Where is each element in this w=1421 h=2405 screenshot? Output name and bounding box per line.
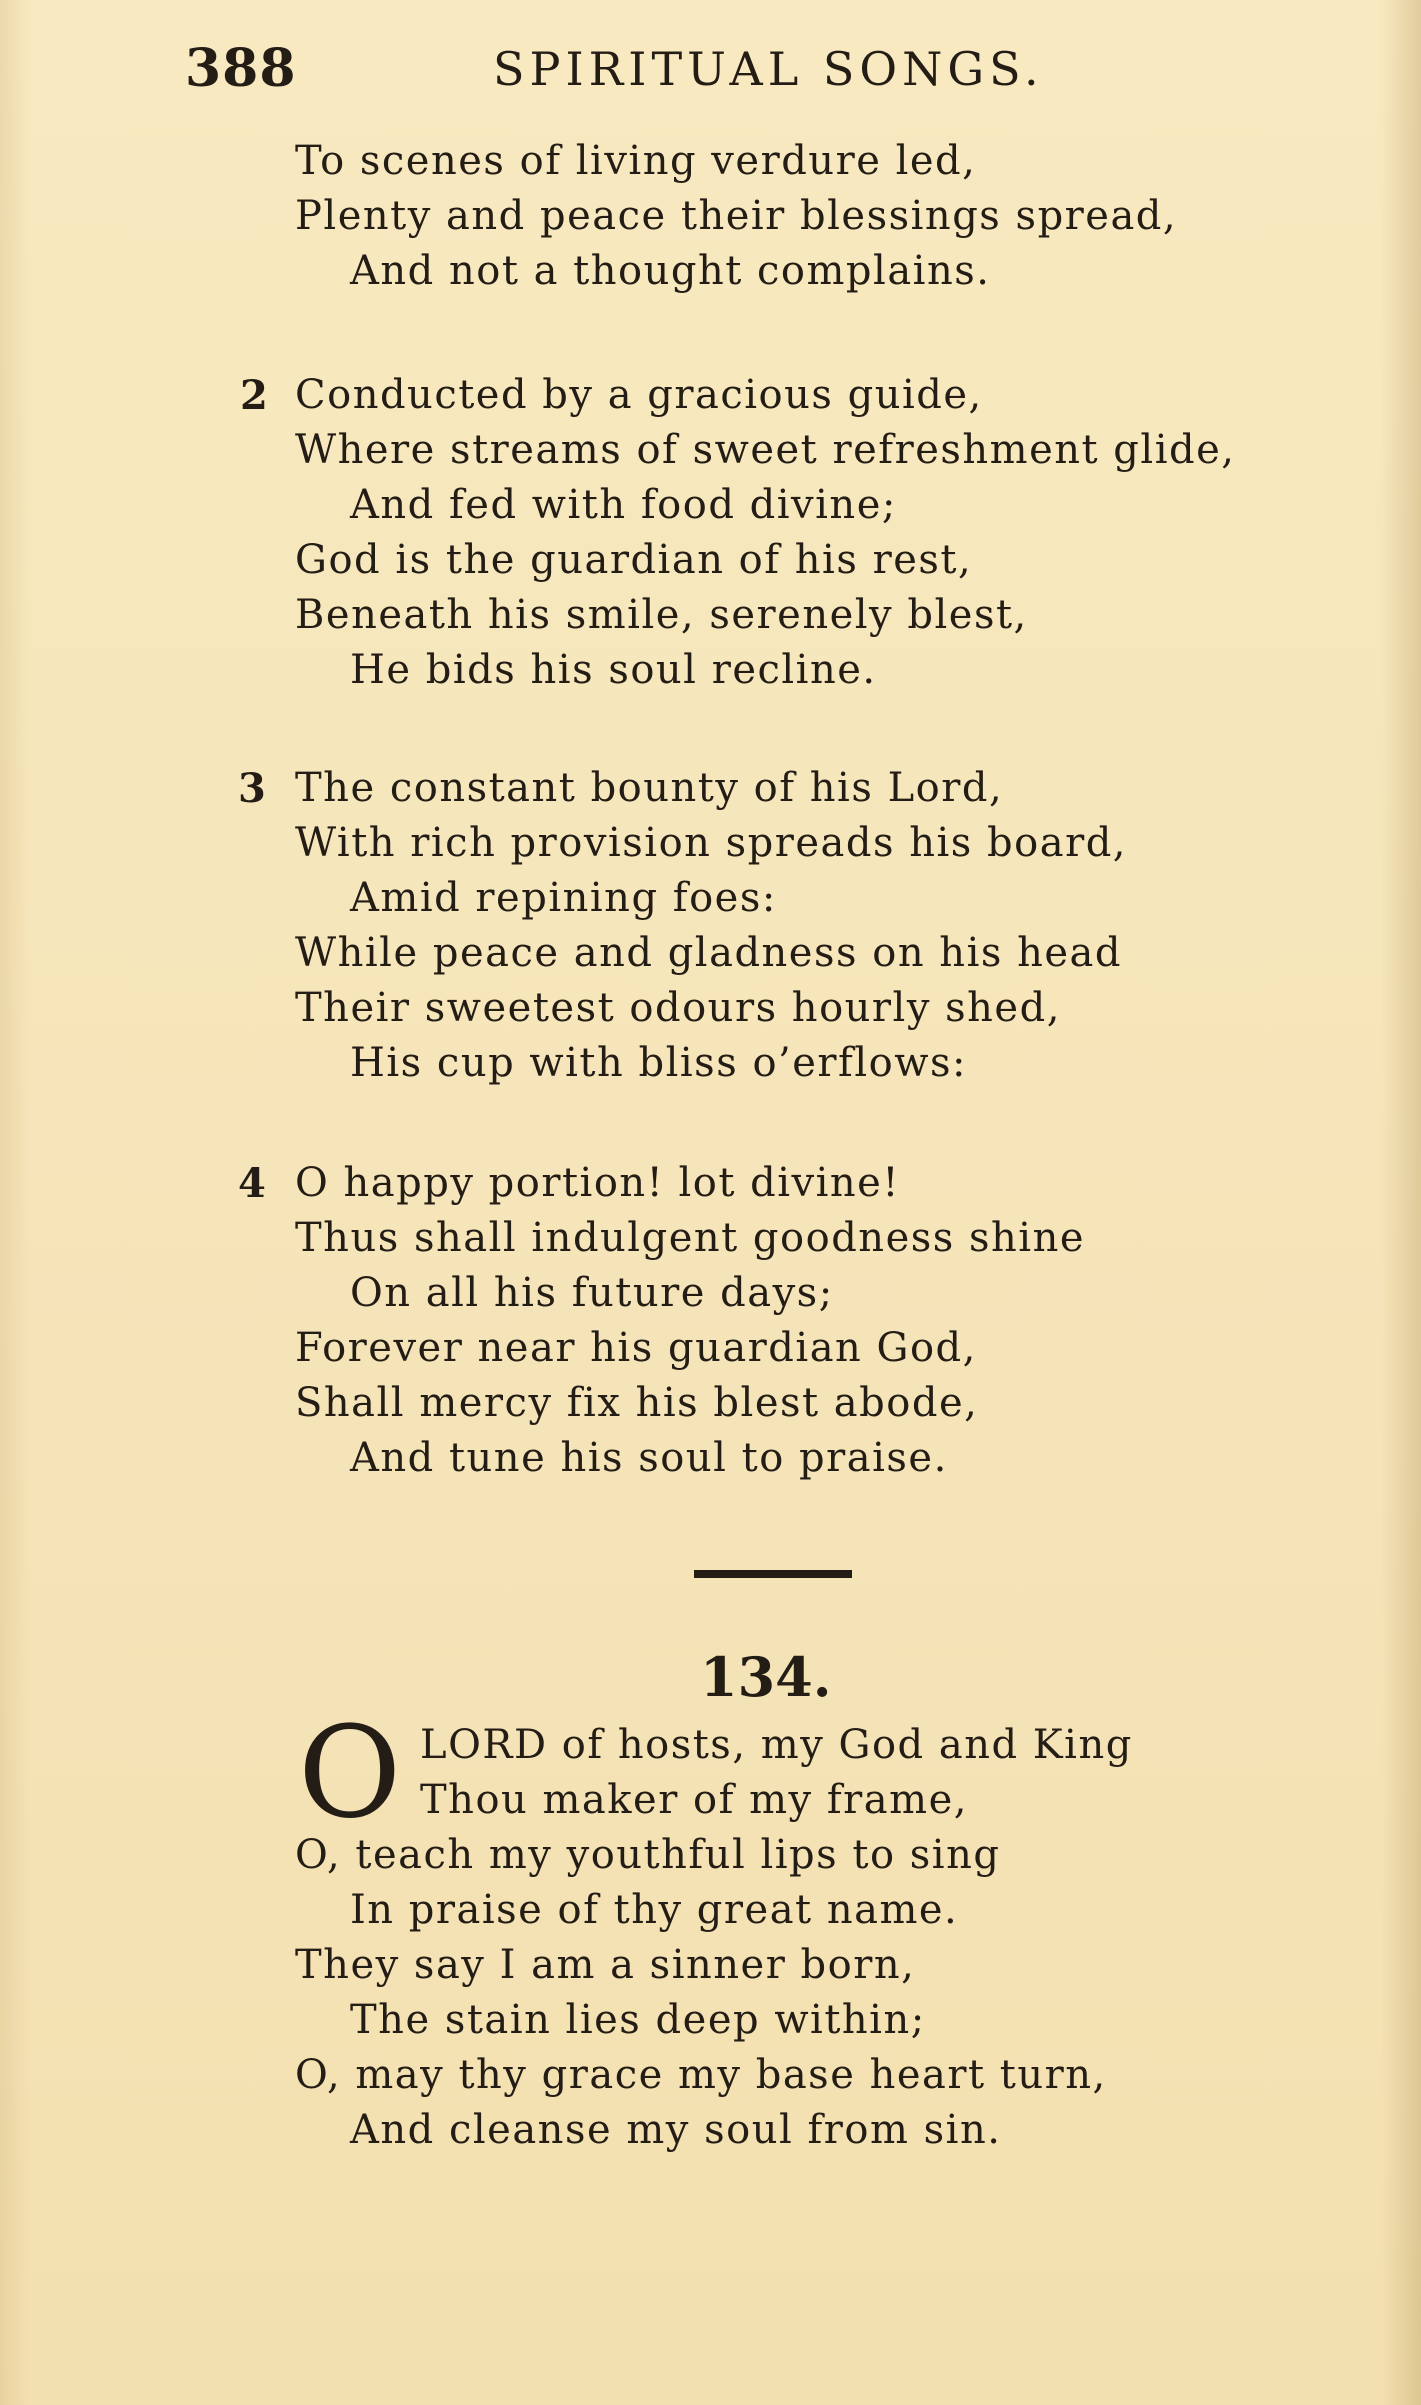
- verse-line: Beneath his smile, serenely blest,: [295, 592, 1028, 638]
- verse-line: And tune his soul to praise.: [350, 1435, 948, 1481]
- verse-line: While peace and gladness on his head: [295, 930, 1122, 976]
- verse-line: With rich provision spreads his board,: [295, 820, 1128, 866]
- verse-line: Conducted by a gracious guide,: [295, 372, 983, 418]
- verse-line: Shall mercy fix his blest abode,: [295, 1380, 979, 1426]
- verse-line: The constant bounty of his Lord,: [295, 765, 1004, 811]
- verse-line: Their sweetest odours hourly shed,: [295, 985, 1061, 1031]
- verse-line: Plenty and peace their blessings spread,: [295, 193, 1178, 239]
- page-number: 388: [185, 38, 297, 99]
- verse-line: And fed with food divine;: [350, 482, 897, 528]
- hymn-number: 134.: [700, 1645, 832, 1709]
- verse-line: Forever near his guardian God,: [295, 1325, 977, 1371]
- verse-line: He bids his soul recline.: [350, 647, 877, 693]
- verse-line: The stain lies deep within;: [350, 1997, 926, 2043]
- verse-line: They say I am a sinner born,: [295, 1942, 916, 1988]
- verse-line: Amid repining foes:: [350, 875, 777, 921]
- drop-cap: O: [298, 1699, 402, 1846]
- verse-line: And cleanse my soul from sin.: [350, 2107, 1002, 2153]
- running-head: SPIRITUAL SONGS.: [493, 42, 1044, 96]
- verse-line: O, teach my youthful lips to sing: [295, 1832, 1001, 1878]
- verse-line: Thus shall indulgent goodness shine: [295, 1215, 1086, 1261]
- section-divider: [694, 1570, 852, 1578]
- verse-number: 2: [240, 372, 268, 419]
- verse-line: And not a thought complains.: [350, 248, 991, 294]
- verse-line: O, may thy grace my base heart turn,: [295, 2052, 1107, 2098]
- verse-line: To scenes of living verdure led,: [295, 138, 977, 184]
- verse-line: On all his future days;: [350, 1270, 834, 1316]
- verse-line: Where streams of sweet refreshment glide,: [295, 427, 1236, 473]
- verse-line: O happy portion! lot divine!: [295, 1160, 900, 1206]
- verse-line: Thou maker of my frame,: [420, 1777, 968, 1823]
- page-header: [185, 38, 1065, 108]
- verse-line: God is the guardian of his rest,: [295, 537, 973, 583]
- verse-line: In praise of thy great name.: [350, 1887, 959, 1933]
- verse-number: 3: [238, 765, 266, 812]
- verse-line: His cup with bliss o’erflows:: [350, 1040, 967, 1086]
- verse-line: LORD of hosts, my God and King: [420, 1722, 1133, 1768]
- verse-number: 4: [238, 1160, 266, 1207]
